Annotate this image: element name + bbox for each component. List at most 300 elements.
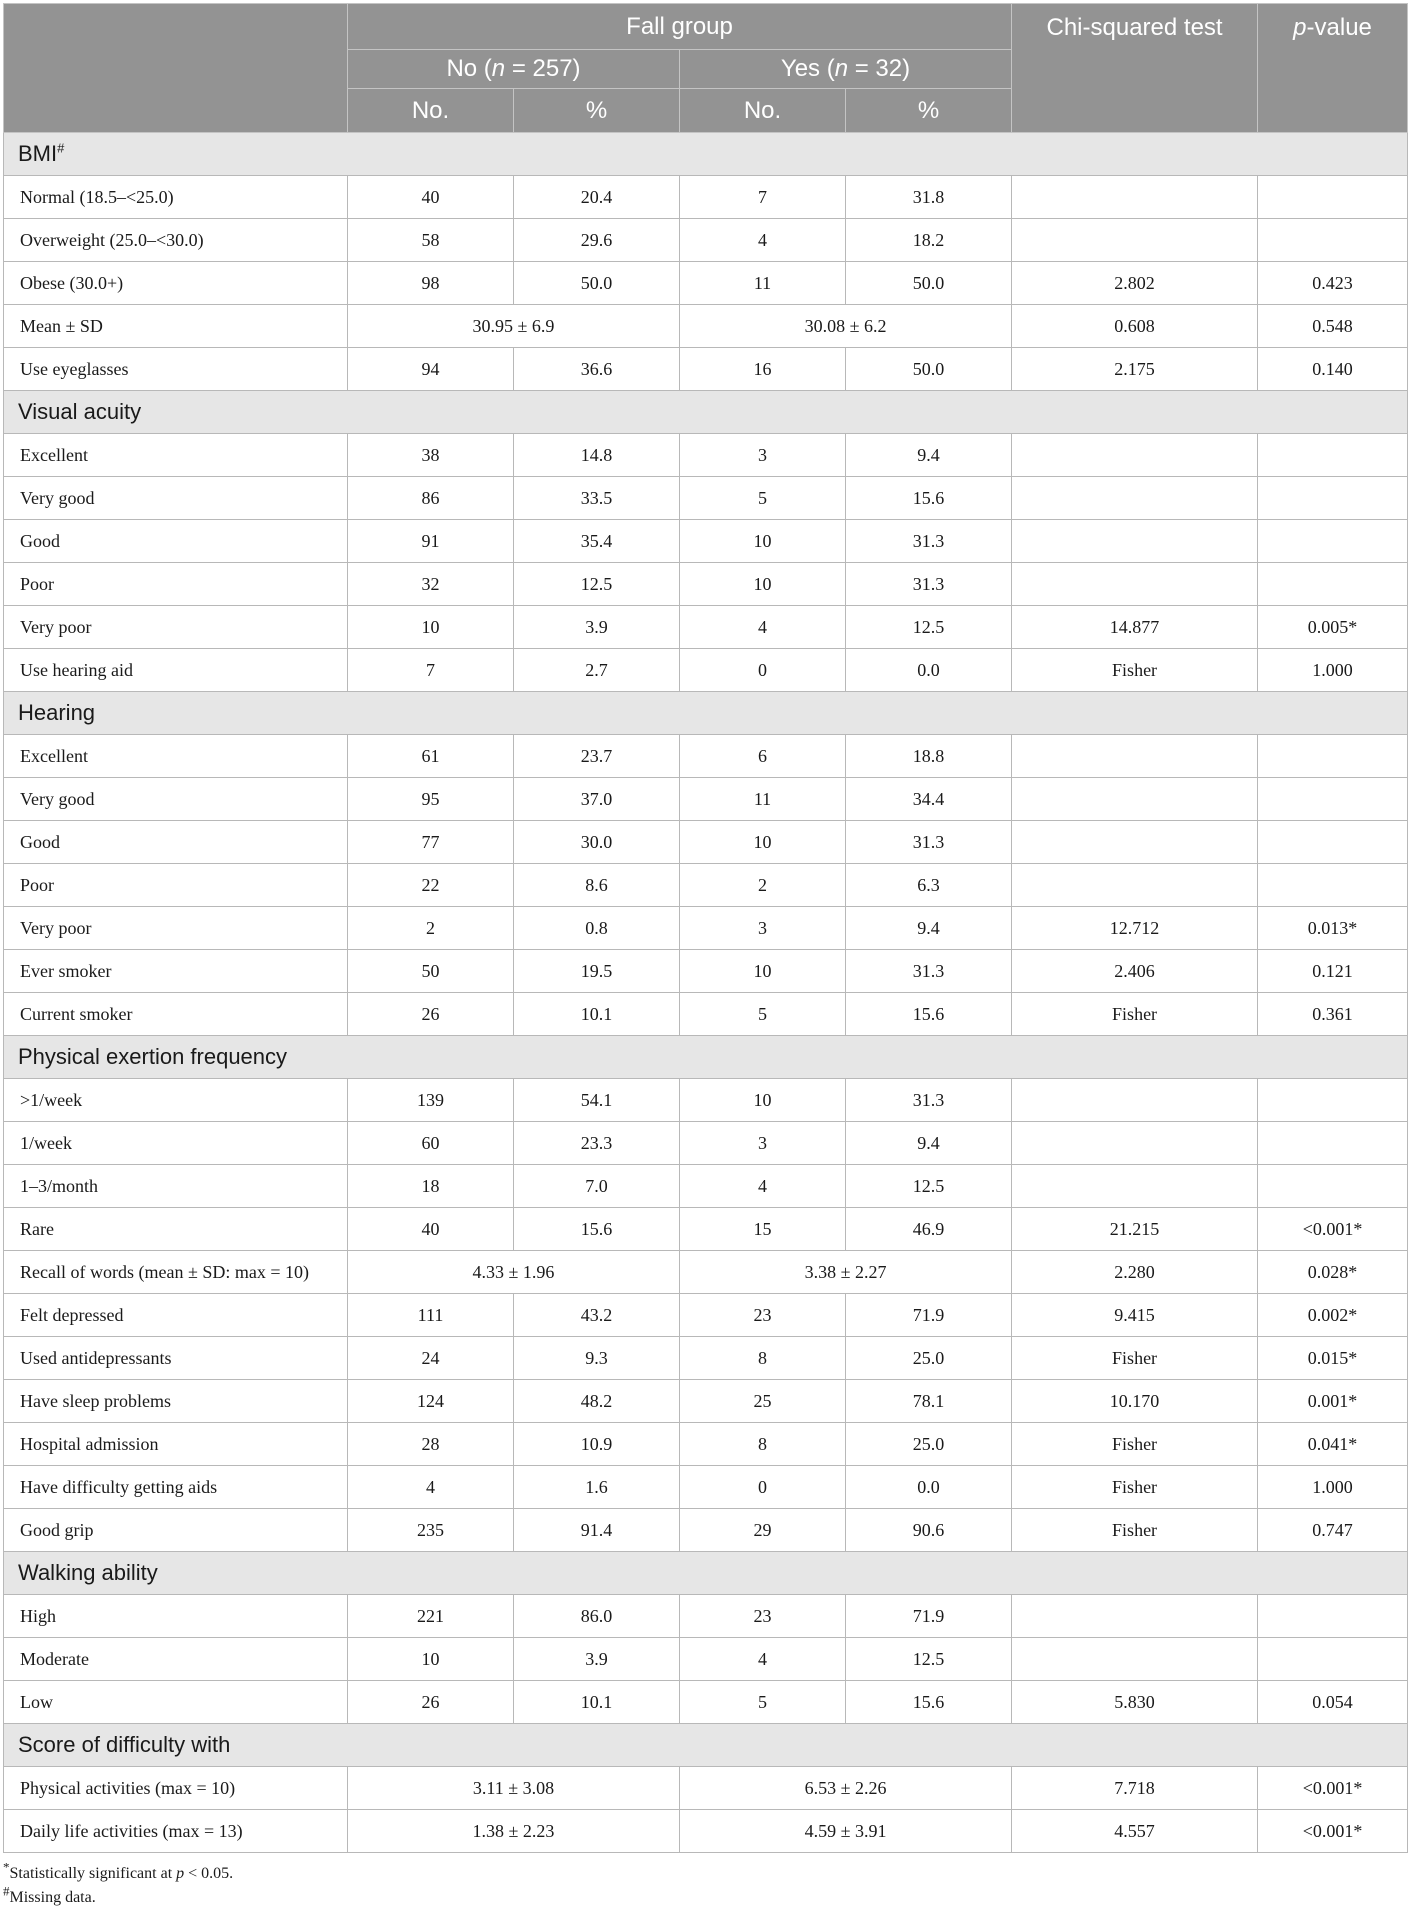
- p-value-cell: 0.054: [1258, 1681, 1408, 1724]
- no-group-count: 111: [348, 1294, 514, 1337]
- p-value-cell: [1258, 563, 1408, 606]
- no-group-count: 24: [348, 1337, 514, 1380]
- row-label: Very good: [4, 778, 348, 821]
- chi-squared-cell: Fisher: [1012, 1466, 1258, 1509]
- chi-squared-cell: 14.877: [1012, 606, 1258, 649]
- row-label: >1/week: [4, 1079, 348, 1122]
- yes-group-percent: 9.4: [846, 907, 1012, 950]
- row-label: Normal (18.5–<25.0): [4, 176, 348, 219]
- chi-squared-cell: [1012, 1165, 1258, 1208]
- yes-group-count: 3: [680, 907, 846, 950]
- p-value-cell: 0.041*: [1258, 1423, 1408, 1466]
- yes-group-percent: 15.6: [846, 477, 1012, 520]
- p-value-cell: [1258, 477, 1408, 520]
- no-group-percent: 15.6: [514, 1208, 680, 1251]
- section-heading: [4, 133, 1408, 176]
- row-label: Obese (30.0+): [4, 262, 348, 305]
- yes-group-mean-sd: 30.08 ± 6.2: [680, 305, 1012, 348]
- row-label: Use hearing aid: [4, 649, 348, 692]
- section-heading: [4, 1552, 1408, 1595]
- no-group-count: 22: [348, 864, 514, 907]
- row-label: Excellent: [4, 434, 348, 477]
- chi-squared-cell: 2.280: [1012, 1251, 1258, 1294]
- p-value-cell: 0.005*: [1258, 606, 1408, 649]
- p-value-cell: [1258, 778, 1408, 821]
- table-row: [4, 1509, 1408, 1552]
- p-value-cell: [1258, 1122, 1408, 1165]
- yes-group-count: 10: [680, 950, 846, 993]
- chi-squared-cell: 4.557: [1012, 1810, 1258, 1853]
- table-row: [4, 1122, 1408, 1165]
- table-body: [4, 133, 1408, 1853]
- chi-squared-cell: 2.175: [1012, 348, 1258, 391]
- header-p-rest: -value: [1306, 14, 1372, 41]
- section-heading: [4, 692, 1408, 735]
- table-row: [4, 477, 1408, 520]
- yes-group-percent: 31.3: [846, 1079, 1012, 1122]
- row-label: Very good: [4, 477, 348, 520]
- chi-squared-cell: [1012, 1122, 1258, 1165]
- yes-group-percent: 50.0: [846, 262, 1012, 305]
- yes-group-count: 5: [680, 1681, 846, 1724]
- yes-group-mean-sd: 4.59 ± 3.91: [680, 1810, 1012, 1853]
- no-group-percent: 35.4: [514, 520, 680, 563]
- table-row: [4, 434, 1408, 477]
- p-value-cell: [1258, 864, 1408, 907]
- table-row: [4, 950, 1408, 993]
- p-value-cell: 0.548: [1258, 305, 1408, 348]
- section-row: [4, 133, 1408, 176]
- header-yes-count: No.: [680, 89, 846, 133]
- chi-squared-cell: 21.215: [1012, 1208, 1258, 1251]
- yes-group-count: 23: [680, 1294, 846, 1337]
- table-row: [4, 1380, 1408, 1423]
- no-group-percent: 7.0: [514, 1165, 680, 1208]
- row-label: Daily life activities (max = 13): [4, 1810, 348, 1853]
- chi-squared-cell: Fisher: [1012, 1509, 1258, 1552]
- chi-squared-cell: 7.718: [1012, 1767, 1258, 1810]
- p-value-cell: 0.423: [1258, 262, 1408, 305]
- yes-group-count: 3: [680, 434, 846, 477]
- no-group-percent: 3.9: [514, 606, 680, 649]
- chi-squared-cell: [1012, 821, 1258, 864]
- p-value-cell: 1.000: [1258, 1466, 1408, 1509]
- section-label: BMI: [18, 141, 58, 166]
- no-group-percent: 12.5: [514, 563, 680, 606]
- section-label: Hearing: [18, 700, 96, 725]
- no-group-count: 50: [348, 950, 514, 993]
- no-group-mean-sd: 1.38 ± 2.23: [348, 1810, 680, 1853]
- no-group-percent: 50.0: [514, 262, 680, 305]
- section-row: [4, 1724, 1408, 1767]
- table-row: [4, 1079, 1408, 1122]
- yes-group-count: 23: [680, 1595, 846, 1638]
- header-blank-cell: [4, 4, 348, 133]
- section-label: Visual acuity: [18, 399, 142, 424]
- section-row: [4, 692, 1408, 735]
- section-heading: [4, 1036, 1408, 1079]
- p-value-cell: 1.000: [1258, 649, 1408, 692]
- row-label: Very poor: [4, 907, 348, 950]
- header-no-pre: No (: [446, 55, 492, 82]
- header-yes-pre: Yes (: [780, 55, 835, 82]
- no-group-count: 4: [348, 1466, 514, 1509]
- header-no-group: [348, 50, 680, 89]
- p-value-cell: [1258, 434, 1408, 477]
- header-yes-post: = 32): [848, 55, 911, 82]
- header-yes-n: n: [834, 55, 849, 82]
- no-group-count: 7: [348, 649, 514, 692]
- yes-group-count: 10: [680, 563, 846, 606]
- yes-group-count: 29: [680, 1509, 846, 1552]
- no-group-percent: 30.0: [514, 821, 680, 864]
- no-group-count: 32: [348, 563, 514, 606]
- header-no-count: No.: [348, 89, 514, 133]
- yes-group-mean-sd: 6.53 ± 2.26: [680, 1767, 1012, 1810]
- yes-group-count: 5: [680, 477, 846, 520]
- row-label: Use eyeglasses: [4, 348, 348, 391]
- p-value-cell: [1258, 735, 1408, 778]
- footnote-missing-mark: #: [3, 1883, 10, 1899]
- yes-group-count: 16: [680, 348, 846, 391]
- yes-group-count: 3: [680, 1122, 846, 1165]
- footnote-sig-mark: *: [3, 1859, 10, 1875]
- table-row: [4, 821, 1408, 864]
- yes-group-count: 4: [680, 606, 846, 649]
- chi-squared-cell: 2.406: [1012, 950, 1258, 993]
- yes-group-percent: 31.3: [846, 950, 1012, 993]
- no-group-percent: 20.4: [514, 176, 680, 219]
- yes-group-count: 5: [680, 993, 846, 1036]
- table-row: [4, 907, 1408, 950]
- chi-squared-cell: 9.415: [1012, 1294, 1258, 1337]
- no-group-count: 2: [348, 907, 514, 950]
- no-group-percent: 8.6: [514, 864, 680, 907]
- chi-squared-cell: [1012, 176, 1258, 219]
- header-chi-squared: Chi-squared test: [1012, 4, 1258, 133]
- no-group-percent: 33.5: [514, 477, 680, 520]
- yes-group-count: 11: [680, 778, 846, 821]
- yes-group-count: 0: [680, 1466, 846, 1509]
- yes-group-percent: 15.6: [846, 993, 1012, 1036]
- table-row: [4, 1595, 1408, 1638]
- no-group-count: 38: [348, 434, 514, 477]
- yes-group-count: 11: [680, 262, 846, 305]
- yes-group-count: 0: [680, 649, 846, 692]
- no-group-percent: 37.0: [514, 778, 680, 821]
- row-label: Poor: [4, 864, 348, 907]
- no-group-percent: 2.7: [514, 649, 680, 692]
- yes-group-percent: 18.2: [846, 219, 1012, 262]
- table-row: [4, 1638, 1408, 1681]
- yes-group-percent: 6.3: [846, 864, 1012, 907]
- yes-group-count: 10: [680, 1079, 846, 1122]
- row-label: Physical activities (max = 10): [4, 1767, 348, 1810]
- p-value-cell: 0.028*: [1258, 1251, 1408, 1294]
- p-value-cell: <0.001*: [1258, 1810, 1408, 1853]
- table-row: [4, 1423, 1408, 1466]
- table-row: [4, 1165, 1408, 1208]
- section-label: Walking ability: [18, 1560, 158, 1585]
- p-value-cell: [1258, 1079, 1408, 1122]
- yes-group-mean-sd: 3.38 ± 2.27: [680, 1251, 1012, 1294]
- table-row: [4, 606, 1408, 649]
- no-group-mean-sd: 30.95 ± 6.9: [348, 305, 680, 348]
- p-value-cell: <0.001*: [1258, 1208, 1408, 1251]
- table-row: [4, 262, 1408, 305]
- chi-squared-cell: 2.802: [1012, 262, 1258, 305]
- row-label: 1–3/month: [4, 1165, 348, 1208]
- no-group-percent: 0.8: [514, 907, 680, 950]
- yes-group-percent: 31.3: [846, 821, 1012, 864]
- row-label: Moderate: [4, 1638, 348, 1681]
- yes-group-percent: 0.0: [846, 1466, 1012, 1509]
- section-label: Score of difficulty with: [18, 1732, 231, 1757]
- no-group-count: 124: [348, 1380, 514, 1423]
- no-group-count: 61: [348, 735, 514, 778]
- section-row: [4, 1552, 1408, 1595]
- no-group-count: 94: [348, 348, 514, 391]
- p-value-cell: [1258, 219, 1408, 262]
- no-group-percent: 10.9: [514, 1423, 680, 1466]
- p-value-cell: [1258, 520, 1408, 563]
- table-row: [4, 778, 1408, 821]
- yes-group-percent: 9.4: [846, 1122, 1012, 1165]
- yes-group-count: 25: [680, 1380, 846, 1423]
- p-value-cell: 0.747: [1258, 1509, 1408, 1552]
- table-row: [4, 305, 1408, 348]
- table-row: [4, 176, 1408, 219]
- chi-squared-cell: [1012, 864, 1258, 907]
- yes-group-percent: 90.6: [846, 1509, 1012, 1552]
- no-group-count: 91: [348, 520, 514, 563]
- row-label: Rare: [4, 1208, 348, 1251]
- yes-group-percent: 31.8: [846, 176, 1012, 219]
- section-heading: [4, 1724, 1408, 1767]
- row-label: Current smoker: [4, 993, 348, 1036]
- no-group-count: 60: [348, 1122, 514, 1165]
- p-value-cell: 0.121: [1258, 950, 1408, 993]
- yes-group-percent: 25.0: [846, 1337, 1012, 1380]
- row-label: Used antidepressants: [4, 1337, 348, 1380]
- yes-group-percent: 12.5: [846, 606, 1012, 649]
- chi-squared-cell: [1012, 219, 1258, 262]
- table-row: [4, 1810, 1408, 1853]
- footnote-sig-text: Statistically significant at: [9, 1865, 177, 1882]
- chi-squared-cell: Fisher: [1012, 1423, 1258, 1466]
- chi-squared-cell: [1012, 563, 1258, 606]
- no-group-count: 26: [348, 993, 514, 1036]
- row-label: Excellent: [4, 735, 348, 778]
- no-group-mean-sd: 4.33 ± 1.96: [348, 1251, 680, 1294]
- no-group-percent: 86.0: [514, 1595, 680, 1638]
- chi-squared-cell: Fisher: [1012, 1337, 1258, 1380]
- yes-group-percent: 31.3: [846, 563, 1012, 606]
- yes-group-percent: 31.3: [846, 520, 1012, 563]
- p-value-cell: 0.001*: [1258, 1380, 1408, 1423]
- no-group-percent: 48.2: [514, 1380, 680, 1423]
- no-group-count: 10: [348, 1638, 514, 1681]
- no-group-count: 86: [348, 477, 514, 520]
- p-value-cell: [1258, 1638, 1408, 1681]
- table-row: [4, 219, 1408, 262]
- no-group-count: 95: [348, 778, 514, 821]
- p-value-cell: <0.001*: [1258, 1767, 1408, 1810]
- section-label: Physical exertion frequency: [18, 1044, 288, 1069]
- chi-squared-cell: [1012, 1079, 1258, 1122]
- table-row: [4, 1294, 1408, 1337]
- no-group-percent: 10.1: [514, 1681, 680, 1724]
- footnote-missing: [3, 1883, 233, 1910]
- header-yes-percent: %: [846, 89, 1012, 133]
- table-row: [4, 1337, 1408, 1380]
- chi-squared-cell: [1012, 1595, 1258, 1638]
- chi-squared-cell: [1012, 434, 1258, 477]
- yes-group-percent: 18.8: [846, 735, 1012, 778]
- table-row: [4, 520, 1408, 563]
- footnote-sig-p: p: [176, 1865, 185, 1882]
- no-group-count: 139: [348, 1079, 514, 1122]
- no-group-count: 18: [348, 1165, 514, 1208]
- yes-group-percent: 78.1: [846, 1380, 1012, 1423]
- row-label: Good: [4, 821, 348, 864]
- no-group-percent: 23.3: [514, 1122, 680, 1165]
- table-row: [4, 348, 1408, 391]
- chi-squared-cell: [1012, 778, 1258, 821]
- header-no-percent: %: [514, 89, 680, 133]
- section-row: [4, 391, 1408, 434]
- yes-group-count: 4: [680, 1165, 846, 1208]
- row-label: Mean ± SD: [4, 305, 348, 348]
- no-group-count: 235: [348, 1509, 514, 1552]
- no-group-percent: 36.6: [514, 348, 680, 391]
- p-value-cell: [1258, 821, 1408, 864]
- no-group-count: 40: [348, 176, 514, 219]
- yes-group-count: 8: [680, 1337, 846, 1380]
- yes-group-percent: 71.9: [846, 1294, 1012, 1337]
- section-footnote-mark: #: [57, 140, 65, 156]
- row-label: Have difficulty getting aids: [4, 1466, 348, 1509]
- row-label: 1/week: [4, 1122, 348, 1165]
- table-row: [4, 864, 1408, 907]
- yes-group-count: 2: [680, 864, 846, 907]
- no-group-count: 77: [348, 821, 514, 864]
- table-container: [3, 3, 1407, 1853]
- yes-group-count: 8: [680, 1423, 846, 1466]
- table-row: [4, 993, 1408, 1036]
- no-group-count: 221: [348, 1595, 514, 1638]
- no-group-percent: 23.7: [514, 735, 680, 778]
- yes-group-percent: 34.4: [846, 778, 1012, 821]
- footnote-significance: [3, 1859, 234, 1886]
- row-label: Recall of words (mean ± SD: max = 10): [4, 1251, 348, 1294]
- chi-squared-cell: [1012, 520, 1258, 563]
- chi-squared-cell: 12.712: [1012, 907, 1258, 950]
- p-value-cell: 0.361: [1258, 993, 1408, 1036]
- no-group-percent: 54.1: [514, 1079, 680, 1122]
- table-row: [4, 1466, 1408, 1509]
- p-value-cell: 0.015*: [1258, 1337, 1408, 1380]
- yes-group-percent: 15.6: [846, 1681, 1012, 1724]
- no-group-percent: 1.6: [514, 1466, 680, 1509]
- yes-group-percent: 25.0: [846, 1423, 1012, 1466]
- fall-group-table: [3, 3, 1408, 1853]
- chi-squared-cell: 5.830: [1012, 1681, 1258, 1724]
- p-value-cell: [1258, 176, 1408, 219]
- header-p-italic: p: [1293, 14, 1307, 41]
- row-label: Overweight (25.0–<30.0): [4, 219, 348, 262]
- row-label: Poor: [4, 563, 348, 606]
- yes-group-percent: 50.0: [846, 348, 1012, 391]
- header-no-post: = 257): [505, 55, 581, 82]
- row-label: Ever smoker: [4, 950, 348, 993]
- yes-group-count: 10: [680, 821, 846, 864]
- section-row: [4, 1036, 1408, 1079]
- table-row: [4, 1767, 1408, 1810]
- p-value-cell: 0.002*: [1258, 1294, 1408, 1337]
- no-group-percent: 14.8: [514, 434, 680, 477]
- no-group-count: 28: [348, 1423, 514, 1466]
- yes-group-percent: 12.5: [846, 1165, 1012, 1208]
- footnote-missing-text: Missing data.: [9, 1889, 96, 1906]
- row-label: Felt depressed: [4, 1294, 348, 1337]
- row-label: Good grip: [4, 1509, 348, 1552]
- no-group-count: 10: [348, 606, 514, 649]
- yes-group-percent: 0.0: [846, 649, 1012, 692]
- p-value-cell: 0.140: [1258, 348, 1408, 391]
- no-group-count: 40: [348, 1208, 514, 1251]
- row-label: High: [4, 1595, 348, 1638]
- chi-squared-cell: [1012, 1638, 1258, 1681]
- row-label: Have sleep problems: [4, 1380, 348, 1423]
- header-p-value: [1258, 4, 1408, 133]
- header-no-n: n: [491, 55, 506, 82]
- row-label: Hospital admission: [4, 1423, 348, 1466]
- no-group-mean-sd: 3.11 ± 3.08: [348, 1767, 680, 1810]
- table-row: [4, 563, 1408, 606]
- section-heading: [4, 391, 1408, 434]
- no-group-percent: 29.6: [514, 219, 680, 262]
- yes-group-count: 4: [680, 219, 846, 262]
- no-group-percent: 43.2: [514, 1294, 680, 1337]
- chi-squared-cell: 10.170: [1012, 1380, 1258, 1423]
- table-header: [4, 4, 1408, 133]
- yes-group-count: 6: [680, 735, 846, 778]
- yes-group-percent: 46.9: [846, 1208, 1012, 1251]
- no-group-percent: 3.9: [514, 1638, 680, 1681]
- table-row: [4, 1681, 1408, 1724]
- no-group-percent: 19.5: [514, 950, 680, 993]
- p-value-cell: [1258, 1165, 1408, 1208]
- no-group-count: 58: [348, 219, 514, 262]
- row-label: Very poor: [4, 606, 348, 649]
- row-label: Low: [4, 1681, 348, 1724]
- chi-squared-cell: 0.608: [1012, 305, 1258, 348]
- table-row: [4, 649, 1408, 692]
- p-value-cell: 0.013*: [1258, 907, 1408, 950]
- yes-group-count: 4: [680, 1638, 846, 1681]
- table-row: [4, 1208, 1408, 1251]
- chi-squared-cell: Fisher: [1012, 649, 1258, 692]
- no-group-percent: 91.4: [514, 1509, 680, 1552]
- table-footnotes: [3, 1859, 234, 1910]
- table-row: [4, 735, 1408, 778]
- header-yes-group: [680, 50, 1012, 89]
- chi-squared-cell: Fisher: [1012, 993, 1258, 1036]
- yes-group-count: 7: [680, 176, 846, 219]
- yes-group-percent: 71.9: [846, 1595, 1012, 1638]
- p-value-cell: [1258, 1595, 1408, 1638]
